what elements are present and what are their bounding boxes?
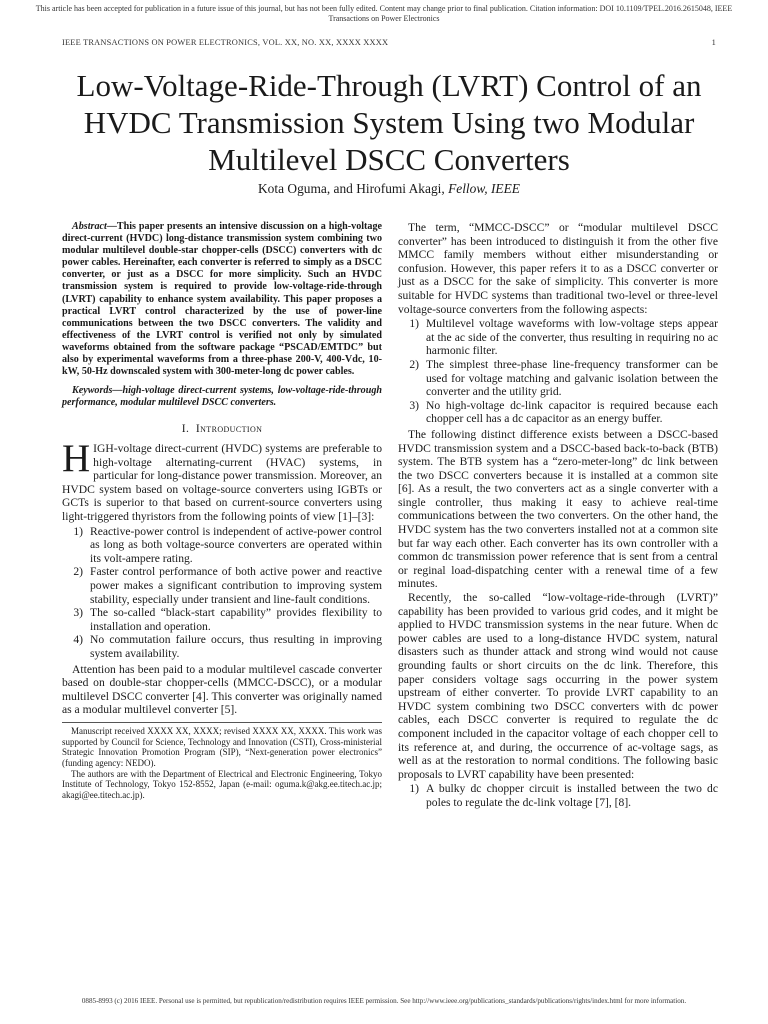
list-item — [398, 782, 718, 809]
drop-cap: H — [62, 437, 91, 480]
list-item — [398, 399, 718, 426]
list-number: 2) — [73, 565, 83, 579]
acceptance-notice: This article has been accepted for publication in a future issue of this journal, but has not been fully edited. Content may change prior to final publication. Citation information: DOI 10.1109/TPEL.2016.2615048, IEEE Transactions on Power Electronics — [35, 4, 733, 23]
author-names: Kota Oguma, and Hirofumi Akagi, — [258, 181, 445, 196]
list-text: Faster control performance of both active power and reactive power makes a significant contribution to improving system stability, especially under transient and line-fault conditions. — [90, 565, 382, 606]
intro-paragraph-1-text: IGH-voltage direct-current (HVDC) systems are preferable to high-voltage alternating-current (HVAC) systems, in particular for long-distance power transmission. Moreover, an HVDC system based on voltage-source converters using IGBTs or GCTs is superior to that based on current-source converters using light-triggered thyristors from the following points of view [1]–[3]: — [62, 442, 382, 523]
keywords-lead: Keywords — [72, 385, 113, 397]
list-number: 3) — [409, 398, 419, 412]
title-line-3: Multilevel DSCC Converters — [208, 142, 570, 177]
list-text: Reactive-power control is independent of active-power control as long as both voltage-source converters are operated within its volt-ampere rating. — [90, 524, 382, 565]
page-number: 1 — [711, 38, 716, 47]
list-text: Multilevel voltage waveforms with low-voltage steps appear at the ac side of the converter, thus resulting in requiring no ac harmonic filter. — [426, 317, 718, 358]
author-line — [62, 181, 716, 197]
section-numeral: I. — [181, 422, 190, 436]
list-item — [398, 358, 718, 399]
list-number: 1) — [409, 317, 419, 331]
copyright-footer: 0885-8993 (c) 2016 IEEE. Personal use is permitted, but republication/redistribution requires IEEE permission. See http://www.ieee.org/publications_standards/publications/rights/index.html for more information. — [81, 997, 687, 1005]
list-item — [62, 525, 382, 566]
section-heading-introduction — [62, 422, 382, 436]
abstract-text: This paper presents an intensive discussion on a high-voltage direct-current (HVDC) long-distance transmission system combining two modular multilevel double-star chopper-cells (DSCC) converters with dc power cables. Hereinafter, each converter is referred to simply as a DSCC converter, or just as a DSCC for more simplicity. Such an HVDC transmission system is required to provide low-voltage-ride-through (LVRT) capability to enhance system availability. This paper proposes a practical LVRT control characterized by the use of power-line communications between the two DSCC converters. The validity and effectiveness of the LVRT control is verified not only by simulated waveforms obtained from the software package “PSCAD/EMTDC” but also by experimental waveforms from a three-phase 200-V, 400-Vdc, 10-kW, 50-Hz downscaled system with 300-meter-long dc power cables. — [62, 221, 382, 378]
abstract — [62, 221, 382, 378]
author-affiliation: Fellow, IEEE — [448, 181, 520, 196]
left-column — [62, 221, 382, 801]
right-column — [398, 221, 718, 812]
list-number: 1) — [409, 782, 419, 796]
journal-name: IEEE TRANSACTIONS ON POWER ELECTRONICS, VOL. XX, NO. XX, XXXX XXXX — [62, 38, 389, 47]
title-line-2: HVDC Transmission System Using two Modular — [83, 105, 695, 140]
right-paragraph-2: The following distinct difference exists between a DSCC-based HVDC transmission system and a DSCC-based back-to-back (BTB) system. The BTB system has a “zero-meter-long” dc link between the two DSCC converters because it is installed at a common site [6]. As a result, the two converters act as a single converter with a single controller, thus making it easy to achieve real-time communications between the two converters. On the other hand, the HVDC system has the two converters installed not at a common site but far way each other. Each converter has its own controller with a common dc transmission power reference that is sent from a central or reginal load-dispatching center with a renewal time of a few minutes. — [398, 427, 718, 591]
list-item — [398, 317, 718, 358]
list-number: 2) — [409, 357, 419, 371]
footnote-authors: The authors are with the Department of Electrical and Electronic Engineering, Tokyo Institute of Technology, Tokyo 152-8552, Japan (e-mail: oguma.k@akg.ee.titech.ac.jp; akagi@ee.titech.ac.jp). — [62, 768, 382, 801]
keywords-text: —high-voltage direct-current systems, low-voltage-ride-through performance, modular multilevel DSCC converters. — [62, 385, 382, 409]
intro-paragraph-1 — [62, 437, 382, 524]
list-item — [62, 606, 382, 633]
abstract-dash: — — [106, 221, 117, 232]
list-item — [62, 565, 382, 606]
list-text: The simplest three-phase line-frequency transformer can be used for voltage matching and galvanic isolation between the converter and the utility grid. — [426, 357, 718, 399]
lvrt-proposals-list — [398, 782, 718, 809]
list-text: A bulky dc chopper circuit is installed between the two dc poles to regulate the dc-link voltage [7], [8]. — [426, 782, 718, 809]
list-text: The so-called “black-start capability” provides flexibility to installation and operation. — [90, 606, 382, 633]
list-number: 4) — [73, 633, 83, 647]
title-line-1: Low-Voltage-Ride-Through (LVRT) Control of an — [76, 68, 702, 103]
dscc-aspects-list — [398, 317, 718, 426]
list-text: No high-voltage dc-link capacitor is required because each chopper cell has a dc capacitor as an energy buffer. — [426, 398, 718, 426]
footnotes — [62, 722, 382, 801]
right-paragraph-1: The term, “MMCC-DSCC” or “modular multilevel DSCC converter” has been introduced to distinguish it from the other five MMCC family members without either misunderstanding or confusion. However, this paper refers it to as a DSCC converter or just as a DSCC for the sake of simplicity. This converter is more suitable for HVDC systems than traditional two-level or three-level voltage-source converters from the following aspects: — [398, 221, 718, 316]
intro-paragraph-2: Attention has been paid to a modular multilevel cascade converter based on double-star chopper-cells (MMCC-DSCC), or a modular multilevel DSCC converter [4]. This converter was originally named as a modular multilevel converter [5]. — [62, 662, 382, 717]
running-head — [62, 38, 716, 47]
list-text: No commutation failure occurs, thus resulting in improving system availability. — [90, 633, 382, 660]
right-paragraph-3: Recently, the so-called “low-voltage-ride-through (LVRT)” capability has been provided to various grid codes, and it might be applied to HVDC transmission systems in the near future. When dc power cables are used to a long-distance HVDC system, natural disasters such as thunder attack and strong wind would not cause grounding faults or short circuits on the dc link. Therefore, this paper considers voltage sags occurring in the power system upstream of either converter. To provide LVRT capability to an HVDC system combining two DSCC converters with dc power cables, each DSCC converter is required to regulate the dc component included in the capacitor voltage of each chopper cell to its reference at, and during, the occurrence of ac-voltage sags, as well as at the restoration to normal conditions. The following basic proposals to LVRT capability have been presented: — [398, 591, 718, 781]
advantages-list — [62, 525, 382, 661]
footnote-manuscript: Manuscript received XXXX XX, XXXX; revised XXXX XX, XXXX. This work was supported by Council for Science, Technology and Innovation (CSTI), Cross-ministerial Strategic Innovation Promotion Program (SIP), “Next-generation power electronics” (funding agency: NEDO). — [62, 725, 382, 768]
list-number: 3) — [73, 606, 83, 620]
abstract-lead: Abstract — [72, 221, 107, 232]
list-number: 1) — [73, 524, 83, 538]
section-title: Introduction — [195, 422, 263, 436]
keywords — [62, 385, 382, 409]
list-item — [62, 633, 382, 660]
paper-title — [62, 67, 716, 178]
